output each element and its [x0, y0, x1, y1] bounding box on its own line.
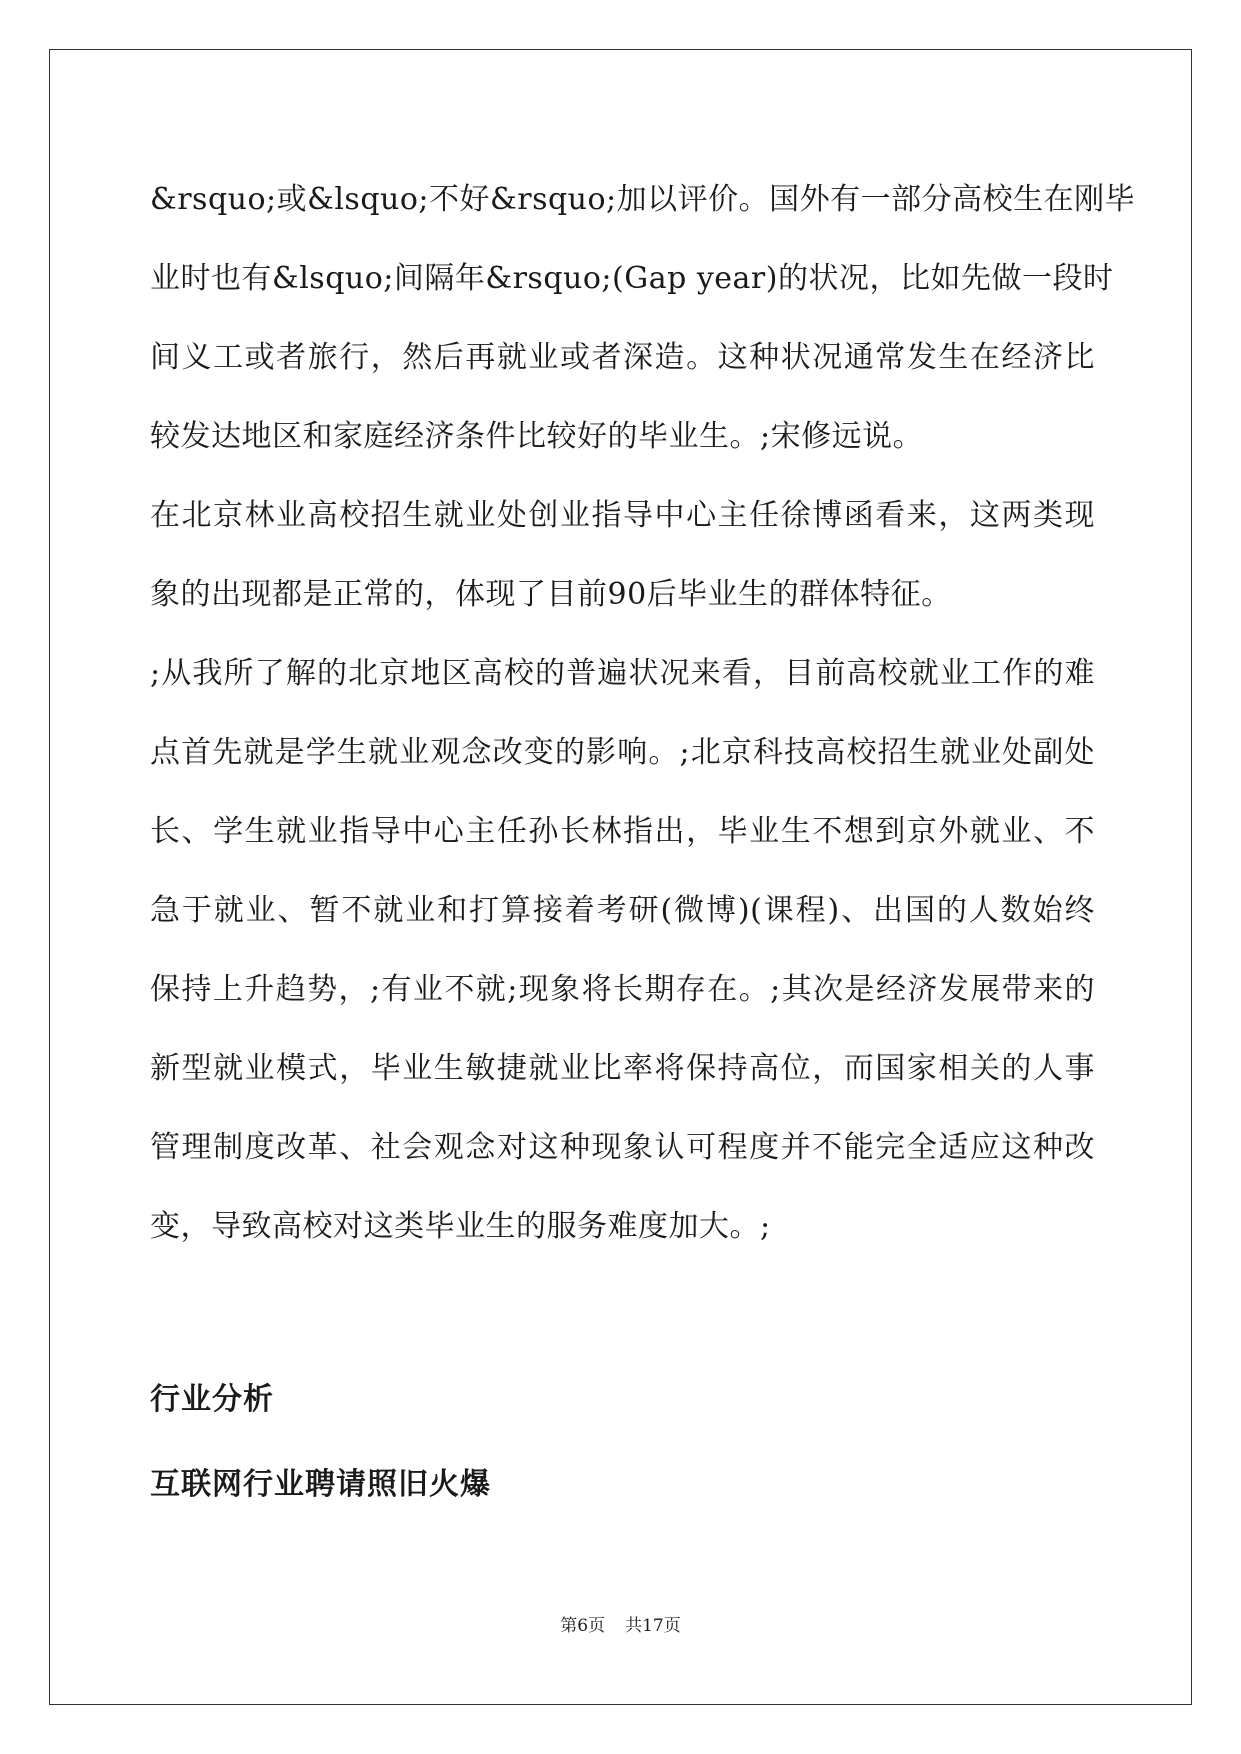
page-number: 第6页 [560, 1616, 606, 1636]
text-line: 间义工或者旅行，然后再就业或者深造。这种状况通常发生在经济比 [150, 340, 1095, 375]
text-line: 保持上升趋势，;有业不就;现象将长期存在。;其次是经济发展带来的 [150, 972, 1095, 1007]
text-line: 较发达地区和家庭经济条件比较好的毕业生。;宋修远说。 [150, 419, 924, 454]
text-line: 管理制度改革、社会观念对这种现象认可程度并不能完全适应这种改 [150, 1130, 1095, 1165]
subsection-heading: 互联网行业聘请照旧火爆 [150, 1467, 491, 1502]
paragraph-2 [150, 476, 1095, 634]
text-line: 变，导致高校对这类毕业生的服务难度加大。; [150, 1209, 771, 1244]
paragraph-3 [150, 634, 1095, 1266]
text-line: 业时也有&lsquo;间隔年&rsquo;(Gap year)的状况，比如先做一段时 [150, 261, 1114, 296]
body-text [150, 160, 1136, 1266]
text-line: 点首先就是学生就业观念改变的影响。;北京科技高校招生就业处副处 [150, 735, 1095, 770]
paragraph-1 [150, 160, 1136, 476]
text-line: 新型就业模式，毕业生敏捷就业比率将保持高位，而国家相关的人事 [150, 1051, 1095, 1086]
text-line: 长、学生就业指导中心主任孙长林指出，毕业生不想到京外就业、不 [150, 814, 1095, 849]
text-line: 急于就业、暂不就业和打算接着考研(微博)(课程)、出国的人数始终 [150, 893, 1095, 928]
text-line: 在北京林业高校招生就业处创业指导中心主任徐博函看来，这两类现 [150, 498, 1095, 533]
text-line: ;从我所了解的北京地区高校的普遍状况来看，目前高校就业工作的难 [150, 656, 1095, 691]
page-total: 共17页 [625, 1616, 681, 1636]
section-heading: 行业分析 [150, 1382, 274, 1417]
text-line: &rsquo;或&lsquo;不好&rsquo;加以评价。国外有一部分高校生在刚毕 [150, 182, 1136, 217]
page-footer [0, 1616, 1241, 1636]
text-line: 象的出现都是正常的，体现了目前90后毕业生的群体特征。 [150, 577, 952, 612]
